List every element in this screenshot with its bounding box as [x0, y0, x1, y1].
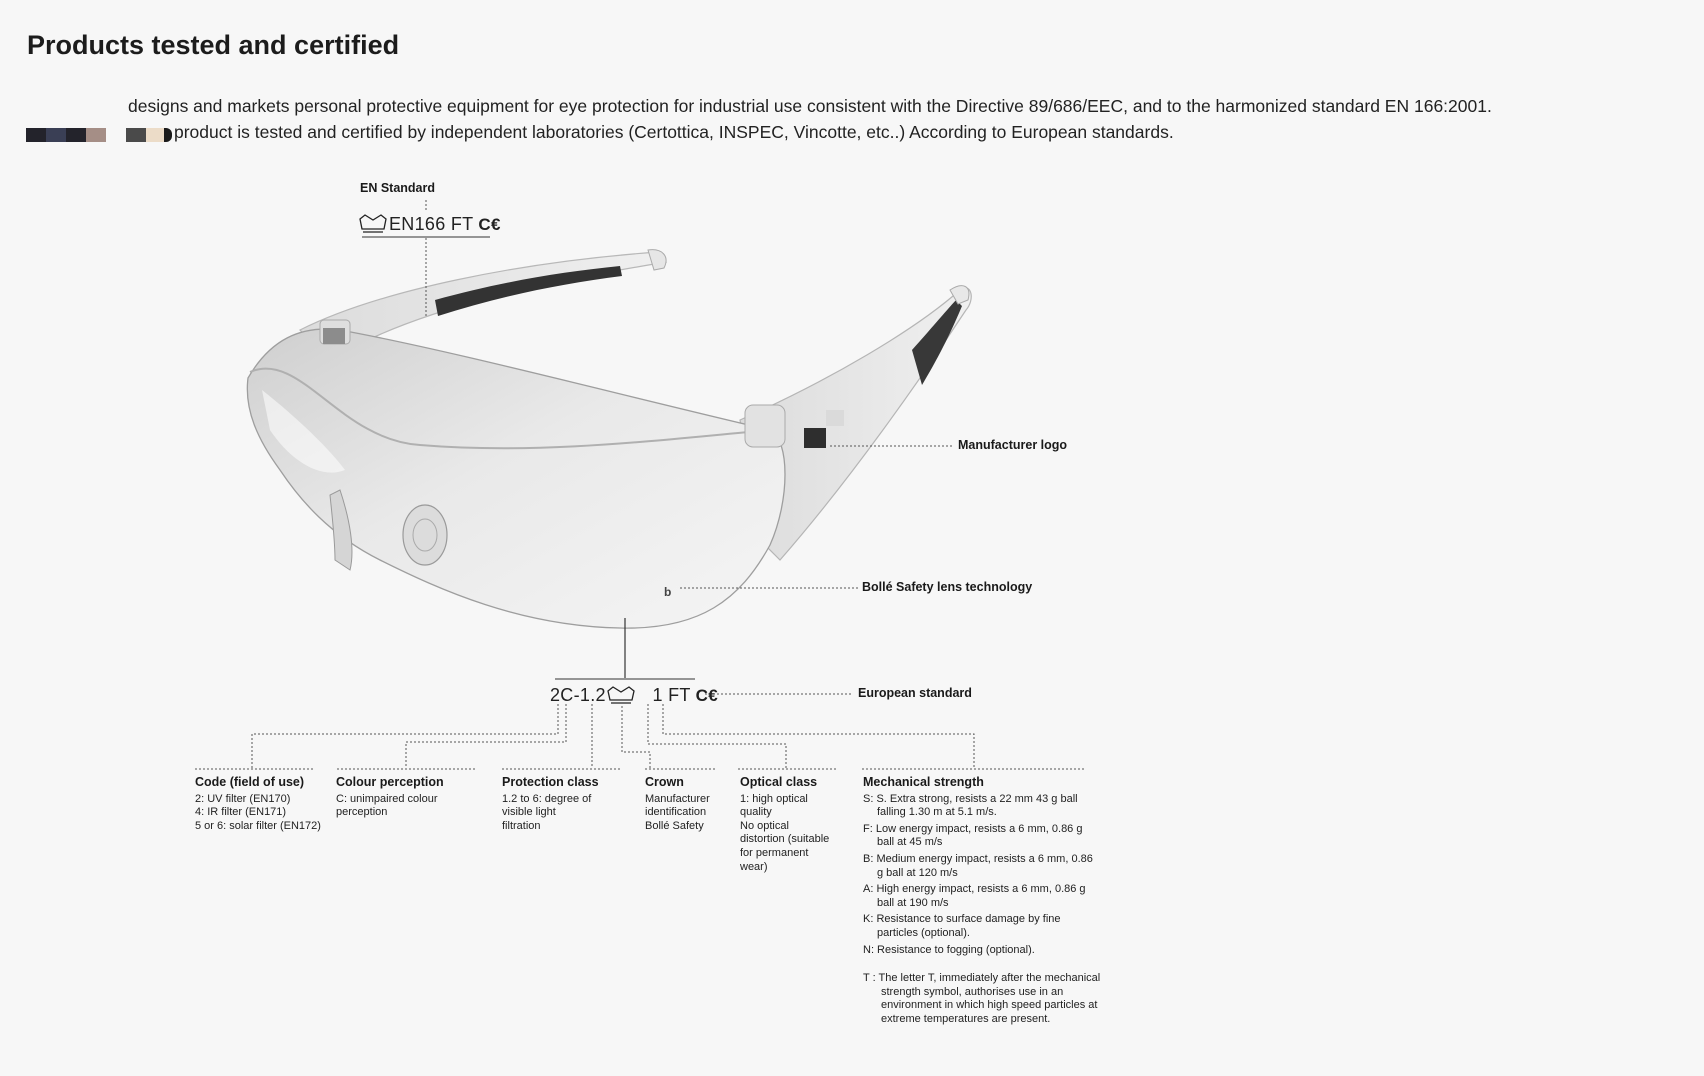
intro-line-2: product is tested and certified by independent laboratories (Certottica, INSPEC, Vincotte, etc..) According to European standards. [174, 122, 1174, 142]
column-heading: Code (field of use) [195, 775, 305, 789]
lens-marking: 2C-1.2 1 FT C€ [550, 685, 718, 705]
ce-mark-icon: C€ [478, 215, 501, 234]
column-heading: Colour perception [336, 775, 444, 789]
column-heading: Protection class [502, 775, 599, 789]
en-standard-label: EN Standard [360, 181, 436, 195]
list-item: K: Resistance to surface damage by fine particles (optional). [863, 913, 1061, 939]
list-item: A: High energy impact, resists a 6 mm, 0.86 g ball at 190 m/s [863, 883, 1086, 909]
manufacturer-logo-label: Manufacturer logo [958, 438, 1068, 452]
list-item: F: Low energy impact, resists a 6 mm, 0.86 g ball at 45 m/s [863, 822, 1083, 849]
mechanical-column [863, 776, 1099, 1030]
redacted-logo-left [323, 328, 345, 344]
colour-column: Colour perception C: unimpaired colour perception [336, 775, 444, 819]
column-heading: Mechanical strength [863, 775, 984, 789]
list-item: S: S. Extra strong, resists a 22 mm 43 g ball falling 1.30 m at 5.1 m/s. [863, 792, 1078, 819]
page-title: Products tested and certified [27, 30, 400, 60]
protection-column: Protection class 1.2 to 6: degree of visible light filtration [502, 775, 599, 832]
list-item: B: Medium energy impact, resists a 6 mm, 0.86 g ball at 120 m/s [863, 852, 1093, 879]
european-standard-label: European standard [858, 686, 972, 700]
code-column: Code (field of use) 2: UV filter (EN170) 4: IR filter (EN171) 5 or 6: solar filter (EN172) [195, 775, 321, 832]
column-heading: Optical class [740, 775, 818, 789]
crown-column: Crown Manufacturer identification Bollé Safety [645, 775, 710, 832]
crown-mark-icon [360, 215, 386, 232]
safety-glasses-illustration [247, 250, 971, 628]
column-heading: Crown [645, 775, 684, 789]
optical-column: Optical class 1: high optical quality No optical distortion (suitable for permanent wear) [740, 775, 830, 873]
redacted-manufacturer-logo [804, 428, 826, 448]
intro-line-1: designs and markets personal protective equipment for eye protection for industrial use consistent with the Directive 89/686/EEC, and to the harmonized standard EN 166:2001. [128, 96, 1492, 116]
en-standard-code: EN166 FT C€ [389, 214, 501, 234]
t-note: T : The letter T, immediately after the mechanical strength symbol, authorises use in an environment in which high speed particles at extreme temperatures are present. [863, 972, 1101, 1025]
list-item: N: Resistance to fogging (optional). [863, 943, 1035, 956]
ce-mark-icon: C€ [695, 686, 718, 705]
marking-leader-lines [195, 704, 1085, 769]
lens-tech-mark: b [664, 585, 672, 599]
lens-technology-label: Bollé Safety lens technology [862, 580, 1033, 594]
